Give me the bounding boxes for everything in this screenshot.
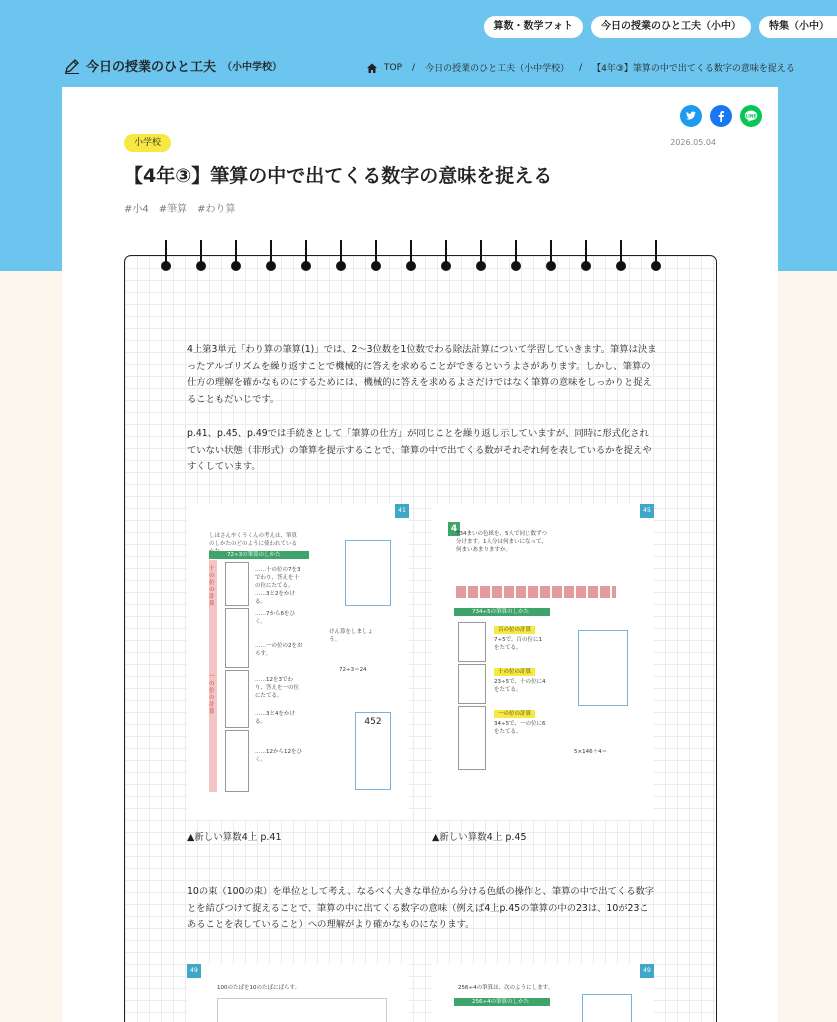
page-number: 41 — [395, 504, 409, 518]
textbook-long-division-box — [458, 706, 486, 770]
tag-link[interactable]: #小4 — [124, 204, 149, 215]
article-paragraph-1: 4上第3単元「わり算の筆算(1)」では、2〜3位数を1位数でわる除法計算について学習していきます。筆算は決まったアルゴリズムを繰り返すことで機械的に答えを求めることができるというよさがあります。しかし、筆算の仕方の理解を確かなものにするためには、機械的に答えを求めるよさだけではなく筆算の意味をしっかりと捉えることもだいじです。 — [187, 344, 657, 405]
facebook-icon — [715, 110, 727, 122]
twitter-share-button[interactable] — [680, 105, 702, 127]
svg-text:LINE: LINE — [745, 114, 757, 120]
textbook-check-expression: 72÷3＝24 — [339, 667, 367, 673]
twitter-icon — [685, 110, 697, 122]
textbook-illustration — [217, 998, 387, 1022]
textbook-step: ……3と4をかける。 — [255, 711, 295, 725]
breadcrumb-section[interactable]: 今日の授業のひと工夫（小中学校） — [425, 64, 570, 74]
tag-list — [124, 200, 236, 215]
facebook-share-button[interactable] — [710, 105, 732, 127]
article-paragraph-3: 10の束（100の束）を単位として考え、なるべく大きな単位から分ける色紙の操作と、筆算の中で出てくる数字とを結びつけて捉えることで、筆算の中に出てくる数字の意味（例えば4上p.45の筆算の中の23は、10が23こあることを表していること）への理解がより確かなものになります。 — [187, 886, 655, 930]
breadcrumb-separator: / — [412, 62, 416, 73]
textbook-image-p45 — [432, 504, 654, 820]
share-buttons — [680, 105, 762, 127]
site-title-sub: （小中学校） — [222, 62, 283, 73]
textbook-example-calc — [582, 994, 632, 1022]
article-paragraph-2: p.41、p.45、p.49では手続きとして「筆算の仕方」が同じことを繰り返し示していますが、同時に形式化されていない状態（非形式）の筆算を提示することで、筆算の中で出てくる数がそれぞれ何を表しているかを捉えやすくしています。 — [187, 428, 652, 472]
textbook-step: ……十の位の7を3でわり、答えを十の位にたてる。 — [255, 567, 301, 589]
textbook-step: ……7から6をひく。 — [255, 611, 295, 625]
global-nav — [484, 16, 837, 38]
textbook-long-division-box — [225, 730, 249, 792]
textbook-step: ……12を3でわり、答えを一の位にたてる。 — [255, 677, 300, 699]
line-share-button[interactable] — [740, 105, 762, 127]
textbook-step: ……一の位の2をおろす。 — [255, 643, 303, 657]
textbook-side-label-ones: 一の位の計算 — [209, 674, 215, 715]
tag-link[interactable]: #わり算 — [197, 204, 236, 215]
category-badge[interactable]: 小学校 — [124, 134, 171, 152]
nav-item-daily-idea[interactable]: 今日の授業のひと工夫（小中） — [591, 16, 751, 38]
textbook-intro: 256÷4の筆算は、次のようにします。 — [458, 985, 554, 991]
textbook-long-division-box — [458, 622, 486, 662]
textbook-long-division-box — [225, 608, 249, 668]
textbook-method-bar: 256÷4の筆算のしかた — [454, 998, 550, 1006]
image-caption-p41: ▲新しい算数4上 p.41 — [187, 832, 282, 843]
article-title: 【4年③】筆算の中で出てくる数字の意味を捉える — [124, 165, 553, 187]
home-icon[interactable] — [366, 62, 378, 74]
textbook-step-label: 百の位の計算 — [494, 626, 535, 634]
publish-date: 2026.05.04 — [670, 138, 716, 147]
nav-item-feature[interactable]: 特集（小中） — [759, 16, 837, 38]
page-number: 49 — [187, 964, 201, 978]
page-number: 45 — [640, 504, 654, 518]
textbook-step: 7÷5で、百の位に1をたてる。 — [494, 637, 542, 651]
textbook-step: 34÷5で、一の位に6をたてる。 — [494, 721, 546, 735]
textbook-long-division-box — [225, 670, 249, 728]
breadcrumb — [366, 61, 795, 74]
textbook-example-calc — [345, 540, 391, 606]
textbook-image-p41 — [187, 504, 409, 820]
textbook-colored-paper-row — [456, 586, 616, 598]
textbook-image-p49-left — [187, 964, 409, 1022]
nav-item-photo[interactable]: 算数・数学フォト — [484, 16, 584, 38]
textbook-problem: 734まいの色紙を、5人で同じ数ずつ分けます。1人分は何まいになって、何まいあまりますか。 — [456, 531, 547, 553]
breadcrumb-home[interactable]: TOP — [384, 62, 403, 73]
breadcrumb-current: 【4年③】筆算の中で出てくる数字の意味を捉える — [592, 64, 795, 74]
breadcrumb-separator: / — [579, 62, 583, 73]
page-number: 49 — [640, 964, 654, 978]
textbook-step: ……3と2をかける。 — [255, 591, 295, 605]
line-icon — [743, 108, 759, 124]
site-title[interactable] — [64, 56, 282, 75]
tag-link[interactable]: #筆算 — [158, 204, 188, 215]
textbook-long-division-box — [225, 562, 249, 606]
pencil-icon — [64, 58, 80, 74]
textbook-answer-grid: 452 — [355, 712, 391, 790]
textbook-step-label: 一の位の計算 — [494, 710, 535, 718]
site-title-text: 今日の授業のひと工夫 — [86, 60, 217, 75]
textbook-step: 23÷5で、十の位に4をたてる。 — [494, 679, 546, 693]
textbook-step: ……12から12をひく。 — [255, 749, 302, 763]
spiral-binding-icon — [161, 240, 686, 272]
textbook-speech: しほさんやくうくんの考えは、筆算のしかたのどのように使われている — [209, 533, 298, 547]
textbook-question-2: けん算をしましょう。 — [329, 629, 374, 643]
textbook-step-label: 十の位の計算 — [494, 668, 535, 676]
image-caption-p45: ▲新しい算数4上 p.45 — [432, 832, 527, 843]
notebook-frame — [124, 255, 717, 1022]
textbook-image-p49-right — [432, 964, 654, 1022]
textbook-check-expression: 5×146＋4＝ — [574, 749, 608, 755]
textbook-step: 100のたばを10のたばにばらす。 — [217, 985, 301, 991]
textbook-long-division-box — [458, 664, 486, 704]
textbook-side-label-tens: 十の位の計算 — [209, 566, 215, 607]
problem-number: 4 — [448, 522, 460, 536]
textbook-method-bar: 734÷5の筆算のしかた — [454, 608, 550, 616]
textbook-method-bar: 72÷3の筆算のしかた — [209, 551, 309, 559]
textbook-example-calc — [578, 630, 628, 706]
article-card — [62, 87, 778, 1022]
